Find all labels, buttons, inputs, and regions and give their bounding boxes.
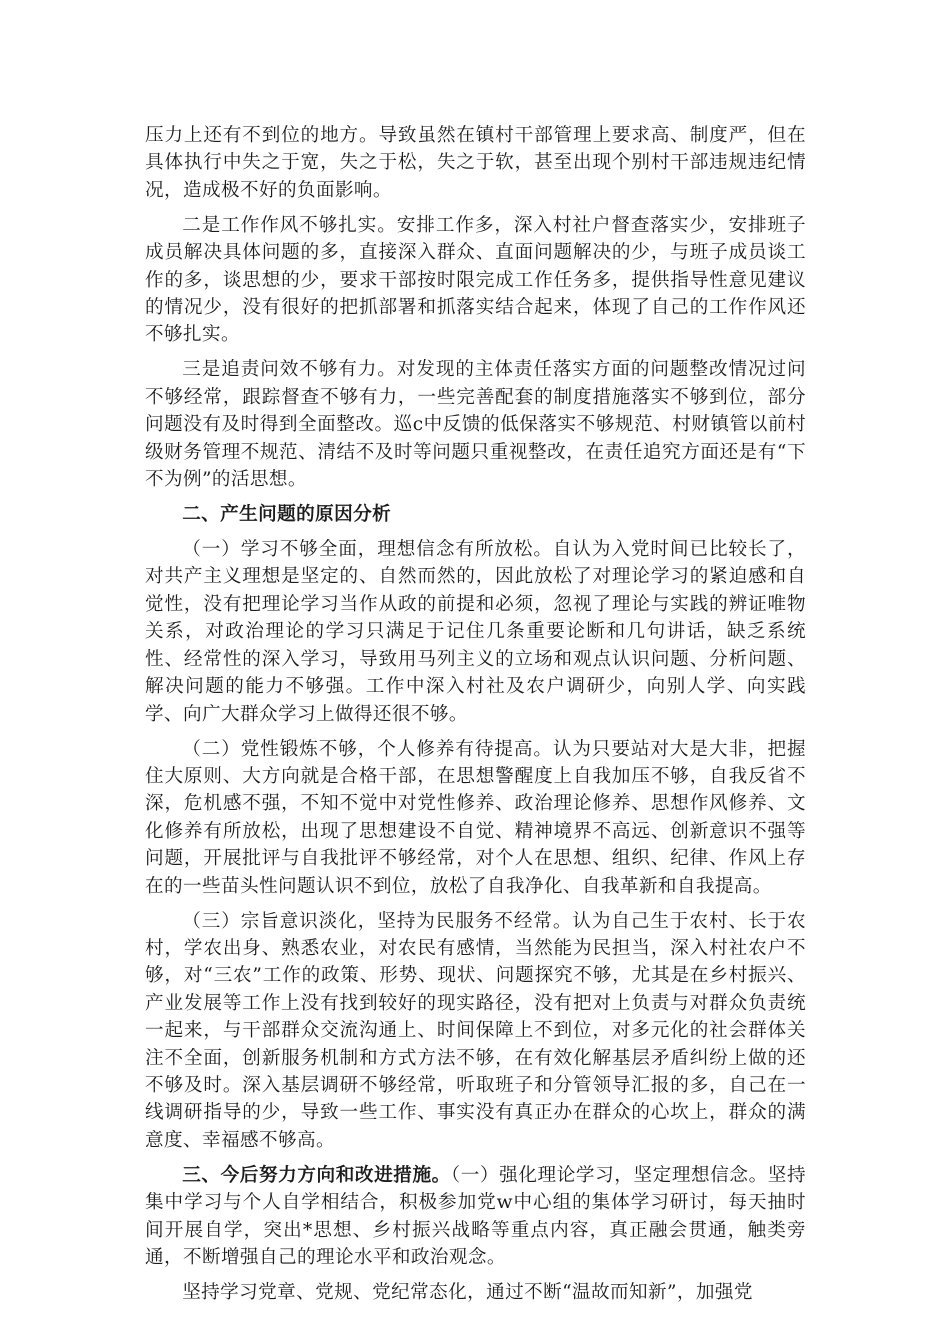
document-page [145, 122, 806, 1314]
section-heading-3: 三、今后努力方向和改进措施。 [182, 1164, 451, 1186]
paragraph-2: 二是工作作风不够扎实。安排工作多，深入村社户督查落实少，安排班子成员解决具体问题的多，直接深入群众、直面问题解决的少，与班子成员谈工作的多，谈思想的少，要求干部按时限完成工作任务多，提供指导性意见建议的情况少，没有很好的把抓部署和抓落实结合起来，体现了自己的工作作风还不够扎实。 [145, 214, 806, 346]
section-heading-2: 二、产生问题的原因分析 [182, 504, 392, 526]
paragraph-7 [145, 1162, 806, 1272]
paragraph-8: 坚持学习党章、党规、党纪常态化，通过不断“温故而知新”，加强党 [182, 1282, 753, 1303]
paragraph-7-text: （一）强化理论学习，坚定理想信念。坚持集中学习与个人自学相结合，积极参加党w中心组的集体学习研讨，每天抽时间开展自学，突出*思想、乡村振兴战略等重点内容，真正融会贯通，触类旁通，不断增强自己的理论水平和政治观念。 [145, 1164, 806, 1268]
paragraph-3: 三是追责问效不够有力。对发现的主体责任落实方面的问题整改情况过问不够经常，跟踪督查不够有力，一些完善配套的制度措施落实不够到位，部分问题没有及时得到全面整改。巡c中反馈的低保落实不够规范、村财镇管以前村级财务管理不规范、清结不及时等问题只重视整改，在责任追究方面还是有“下不为例”的活思想。 [145, 359, 806, 491]
paragraph-6: （三）宗旨意识淡化，坚持为民服务不经常。认为自己生于农村、长于农村，学农出身、熟悉农业，对农民有感情，当然能为民担当，深入村社农户不够，对“三农”工作的政策、形势、现状、问题探究不够，尤其是在乡村振兴、产业发展等工作上没有找到较好的现实路径，没有把对上负责与对群众负责统一起来，与干部群众交流沟通上、时间保障上不到位，对多元化的社会群体关注不全面，创新服务机制和方式方法不够，在有效化解基层矛盾纠纷上做的还不够及时。深入基层调研不够经常，听取班子和分管领导汇报的多，自己在一线调研指导的少，导致一些工作、事实没有真正办在群众的心坎上，群众的满意度、幸福感不够高。 [145, 910, 806, 1151]
paragraph-1: 压力上还有不到位的地方。导致虽然在镇村干部管理上要求高、制度严，但在具体执行中失之于宽，失之于松，失之于软，甚至出现个别村干部违规违纪情况，造成极不好的负面影响。 [145, 125, 806, 201]
paragraph-5: （二）党性锻炼不够，个人修养有待提高。认为只要站对大是大非，把握住大原则、大方向就是合格干部，在思想警醒度上自我加压不够，自我反省不深，危机感不强，不知不觉中对党性修养、政治理论修养、思想作风修养、文化修养有所放松，出现了思想建设不自觉、精神境界不高远、创新意识不强等问题，开展批评与自我批评不够经常，对个人在思想、组织、纪律、作风上存在的一些苗头性问题认识不到位，放松了自我净化、自我革新和自我提高。 [145, 738, 806, 897]
paragraph-4: （一）学习不够全面，理想信念有所放松。自认为入党时间已比较长了，对共产主义理想是坚定的、自然而然的，因此放松了对理论学习的紧迫感和自觉性，没有把理论学习当作从政的前提和必须，忽视了理论与实践的辨证唯物关系，对政治理论的学习只满足于记住几条重要论断和几句讲话，缺乏系统性、经常性的深入学习，导致用马列主义的立场和观点认识问题、分析问题、解决问题的能力不够强。工作中深入村社及农户调研少，向别人学、向实践学、向广大群众学习上做得还很不够。 [145, 539, 806, 725]
